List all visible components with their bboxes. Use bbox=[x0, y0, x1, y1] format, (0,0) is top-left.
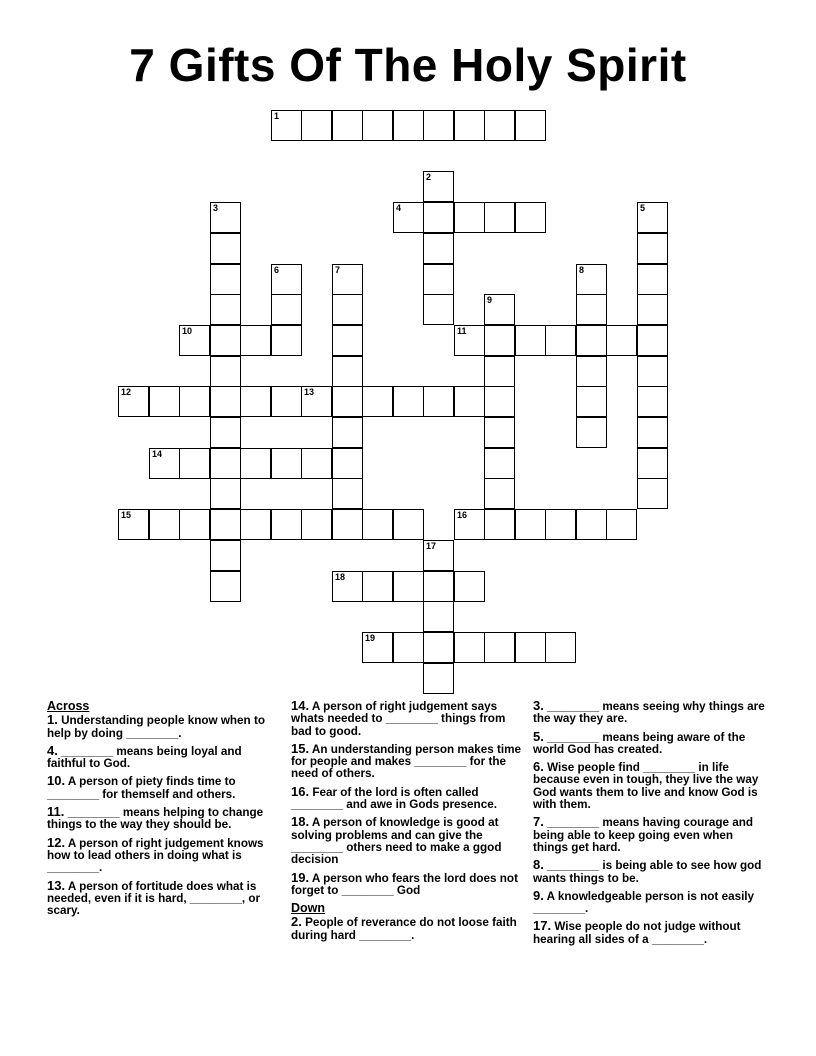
grid-cell[interactable] bbox=[332, 264, 363, 295]
across-heading: Across bbox=[47, 699, 90, 713]
grid-cell[interactable] bbox=[454, 386, 485, 417]
grid-cell[interactable] bbox=[606, 325, 637, 356]
clue-item bbox=[533, 816, 769, 854]
grid-cell[interactable] bbox=[515, 325, 546, 356]
grid-cell[interactable] bbox=[454, 325, 485, 356]
grid-cell[interactable] bbox=[362, 571, 393, 602]
grid-cell[interactable] bbox=[423, 110, 454, 141]
grid-cell[interactable] bbox=[332, 386, 363, 417]
clue-item-text: ________ is being able to see how god wants things to be. bbox=[533, 859, 762, 885]
grid-cell[interactable] bbox=[484, 509, 515, 540]
grid-cell[interactable] bbox=[545, 325, 576, 356]
grid-cell[interactable] bbox=[149, 386, 180, 417]
clue-item-text: ________ means having courage and being able to keep going even when things get hard. bbox=[533, 816, 754, 854]
grid-cell[interactable] bbox=[454, 632, 485, 663]
grid-cell[interactable] bbox=[576, 509, 607, 540]
grid-cell[interactable] bbox=[210, 264, 241, 295]
grid-cell[interactable] bbox=[423, 540, 454, 571]
grid-cell[interactable] bbox=[210, 417, 241, 448]
clue-number: 9 bbox=[487, 295, 493, 305]
grid-cell[interactable] bbox=[637, 356, 668, 387]
grid-cell[interactable] bbox=[332, 571, 363, 602]
clue-item-number: 16. bbox=[291, 783, 310, 799]
grid-cell[interactable] bbox=[576, 356, 607, 387]
clue-item-text: People of reverance do not loose faith during hard ________. bbox=[291, 916, 517, 942]
clue-number: 1 bbox=[274, 111, 280, 121]
grid-cell[interactable] bbox=[423, 663, 454, 694]
grid-cell[interactable] bbox=[637, 386, 668, 417]
grid-cell[interactable] bbox=[362, 632, 393, 663]
grid-cell[interactable] bbox=[484, 325, 515, 356]
grid-cell[interactable] bbox=[210, 386, 241, 417]
grid-cell[interactable] bbox=[637, 417, 668, 448]
grid-cell[interactable] bbox=[423, 233, 454, 264]
grid-cell[interactable] bbox=[271, 509, 302, 540]
clue-item-text: ________ means helping to change things to the way they should be. bbox=[47, 806, 264, 832]
grid-cell[interactable] bbox=[301, 386, 332, 417]
clue-number: 17 bbox=[426, 541, 437, 551]
grid-cell[interactable] bbox=[484, 386, 515, 417]
grid-cell[interactable] bbox=[362, 509, 393, 540]
clue-item bbox=[533, 920, 769, 946]
down-heading: Down bbox=[291, 901, 326, 916]
clue-item-text: A person of knowledge is good at solving problems and can give the ________ others need to make a ggod decision bbox=[291, 816, 502, 867]
grid-cell[interactable] bbox=[240, 509, 271, 540]
grid-cell[interactable] bbox=[423, 264, 454, 295]
grid-cell[interactable] bbox=[454, 509, 485, 540]
grid-cell[interactable] bbox=[240, 325, 271, 356]
grid-cell[interactable] bbox=[332, 509, 363, 540]
clue-number: 11 bbox=[457, 326, 467, 336]
grid-cell[interactable] bbox=[332, 356, 363, 387]
clue-number: 2 bbox=[426, 172, 432, 182]
grid-cell[interactable] bbox=[637, 294, 668, 325]
grid-cell[interactable] bbox=[484, 356, 515, 387]
clue-number: 10 bbox=[182, 326, 193, 336]
clues-column-2 bbox=[291, 700, 527, 947]
clue-item-text: Fear of the lord is often called ________ and awe in Gods presence. bbox=[291, 785, 497, 812]
clue-number: 18 bbox=[335, 572, 346, 582]
clue-item bbox=[533, 700, 769, 726]
grid-cell[interactable] bbox=[393, 632, 424, 663]
clue-item-text: An understanding person makes time for people and makes ________ for the need of others. bbox=[291, 742, 522, 781]
grid-cell[interactable] bbox=[332, 448, 363, 479]
grid-cell[interactable] bbox=[423, 171, 454, 202]
grid-cell[interactable] bbox=[271, 264, 302, 295]
clue-item-text: A person of right judgement knows how to lead others in doing what is ________. bbox=[47, 836, 264, 875]
grid-cell[interactable] bbox=[484, 202, 515, 233]
grid-cell[interactable] bbox=[332, 417, 363, 448]
clue-number: 13 bbox=[304, 387, 315, 397]
clue-item-text: Understanding people know when to help by doing ________. bbox=[47, 714, 265, 740]
clue-number: 3 bbox=[213, 203, 219, 213]
clue-item-number: 14. bbox=[291, 698, 310, 713]
grid-cell[interactable] bbox=[423, 632, 454, 663]
clue-item bbox=[533, 887, 769, 916]
grid-cell[interactable] bbox=[576, 264, 607, 295]
grid-cell[interactable] bbox=[271, 325, 302, 356]
clue-number: 19 bbox=[365, 633, 376, 643]
grid-cell[interactable] bbox=[393, 110, 424, 141]
grid-cell[interactable] bbox=[271, 110, 302, 141]
grid-cell[interactable] bbox=[454, 202, 485, 233]
grid-cell[interactable] bbox=[423, 386, 454, 417]
grid-cell[interactable] bbox=[515, 202, 546, 233]
clue-item-number: 3. bbox=[533, 698, 544, 713]
grid-cell[interactable] bbox=[545, 509, 576, 540]
grid-cell[interactable] bbox=[423, 601, 454, 632]
clue-item-text: A person of piety finds time to ________ for themself and others. bbox=[47, 775, 236, 801]
clue-item bbox=[291, 783, 527, 812]
grid-cell[interactable] bbox=[301, 110, 332, 141]
clue-item bbox=[47, 806, 275, 832]
grid-cell[interactable] bbox=[423, 294, 454, 325]
clue-item bbox=[47, 834, 275, 875]
clue-item-number: 17. bbox=[533, 918, 552, 934]
grid-cell[interactable] bbox=[149, 448, 180, 479]
clue-item-text: Wise people find ________ in life because even in tough, they live the way God wants them to live and know God is with them. bbox=[533, 761, 759, 812]
clue-item-text: ________ means seeing why things are the way they are. bbox=[533, 700, 765, 726]
grid-cell[interactable] bbox=[484, 417, 515, 448]
clue-item bbox=[291, 916, 527, 942]
grid-cell[interactable] bbox=[637, 325, 668, 356]
clue-item-number: 11. bbox=[47, 804, 65, 820]
grid-cell[interactable] bbox=[393, 386, 424, 417]
grid-cell[interactable] bbox=[210, 356, 241, 387]
grid-cell[interactable] bbox=[332, 110, 363, 141]
grid-cell[interactable] bbox=[545, 632, 576, 663]
grid-cell[interactable] bbox=[362, 386, 393, 417]
clue-item-text: Wise people do not judge without hearing all sides of a ________. bbox=[533, 920, 741, 946]
clue-item-number: 9. bbox=[533, 887, 544, 903]
grid-cell[interactable] bbox=[210, 233, 241, 264]
grid-cell[interactable] bbox=[576, 325, 607, 356]
clue-number: 12 bbox=[121, 387, 132, 397]
grid-cell[interactable] bbox=[179, 509, 210, 540]
clue-item bbox=[47, 877, 275, 918]
grid-cell[interactable] bbox=[393, 202, 424, 233]
clue-item bbox=[47, 742, 275, 771]
grid-cell[interactable] bbox=[240, 448, 271, 479]
clue-item-number: 7. bbox=[533, 814, 544, 830]
clue-item-number: 5. bbox=[533, 728, 544, 744]
grid-cell[interactable] bbox=[301, 509, 332, 540]
clue-item-number: 12. bbox=[47, 834, 66, 850]
grid-cell[interactable] bbox=[576, 386, 607, 417]
grid-cell[interactable] bbox=[484, 478, 515, 509]
clue-item-text: A person of right judgement says whats needed to ________ things from bad to good. bbox=[291, 700, 506, 738]
clue-number: 5 bbox=[640, 203, 646, 213]
grid-cell[interactable] bbox=[271, 386, 302, 417]
grid-cell[interactable] bbox=[179, 325, 210, 356]
grid-cell[interactable] bbox=[332, 478, 363, 509]
clue-item bbox=[291, 869, 527, 898]
clue-item bbox=[291, 816, 527, 866]
grid-cell[interactable] bbox=[484, 448, 515, 479]
grid-cell[interactable] bbox=[210, 540, 241, 571]
grid-cell[interactable] bbox=[332, 325, 363, 356]
grid-cell[interactable] bbox=[210, 509, 241, 540]
clue-item-number: 10. bbox=[47, 773, 66, 789]
clue-item bbox=[291, 700, 527, 738]
grid-cell[interactable] bbox=[210, 448, 241, 479]
grid-cell[interactable] bbox=[484, 110, 515, 141]
clue-item-number: 8. bbox=[533, 857, 544, 873]
clue-item-number: 18. bbox=[291, 814, 310, 830]
clues-column-3 bbox=[533, 700, 769, 951]
clue-item-number: 4. bbox=[47, 742, 58, 758]
grid-cell[interactable] bbox=[210, 478, 241, 509]
grid-cell[interactable] bbox=[606, 509, 637, 540]
puzzle-title: 7 Gifts Of The Holy Spirit bbox=[129, 39, 687, 91]
clue-item bbox=[533, 761, 769, 811]
grid-cell[interactable] bbox=[393, 509, 424, 540]
clue-item-number: 1. bbox=[47, 712, 58, 728]
clue-item-number: 15. bbox=[291, 740, 310, 756]
grid-cell[interactable] bbox=[576, 294, 607, 325]
clue-number: 15 bbox=[121, 510, 132, 520]
clue-number: 16 bbox=[457, 510, 468, 520]
grid-cell[interactable] bbox=[301, 448, 332, 479]
grid-cell[interactable] bbox=[637, 264, 668, 295]
grid-cell[interactable] bbox=[118, 509, 149, 540]
clue-item-text: ________ means being loyal and faithful to God. bbox=[47, 744, 242, 771]
clue-number: 8 bbox=[579, 265, 585, 275]
clue-item-number: 19. bbox=[291, 869, 310, 885]
clue-number: 14 bbox=[152, 449, 163, 459]
clue-number: 7 bbox=[335, 265, 341, 275]
grid-cell[interactable] bbox=[118, 386, 149, 417]
clue-item bbox=[47, 775, 275, 801]
grid-cell[interactable] bbox=[515, 632, 546, 663]
grid-cell[interactable] bbox=[393, 571, 424, 602]
clue-item bbox=[533, 728, 769, 757]
clues-column-1 bbox=[47, 700, 275, 922]
grid-cell[interactable] bbox=[484, 632, 515, 663]
clue-item-text: A person of fortitude does what is needed, even if it is hard, ________, or scary. bbox=[47, 879, 261, 918]
grid-cell[interactable] bbox=[240, 386, 271, 417]
grid-cell[interactable] bbox=[362, 110, 393, 141]
clue-item-text: A knowledgeable person is not easily ________. bbox=[533, 889, 755, 916]
grid-cell[interactable] bbox=[271, 448, 302, 479]
grid-cell[interactable] bbox=[576, 417, 607, 448]
clue-item-number: 13. bbox=[47, 877, 66, 893]
grid-cell[interactable] bbox=[210, 202, 241, 233]
grid-cell[interactable] bbox=[423, 202, 454, 233]
grid-cell[interactable] bbox=[149, 509, 180, 540]
clue-number: 4 bbox=[396, 203, 402, 213]
grid-cell[interactable] bbox=[637, 448, 668, 479]
grid-cell[interactable] bbox=[637, 478, 668, 509]
clue-item-text: A person who fears the lord does not forget to ________ God bbox=[291, 871, 518, 897]
grid-cell[interactable] bbox=[210, 294, 241, 325]
grid-cell[interactable] bbox=[484, 294, 515, 325]
clue-item bbox=[291, 740, 527, 781]
grid-cell[interactable] bbox=[515, 509, 546, 540]
clue-item-number: 6. bbox=[533, 759, 544, 775]
clue-item-number: 2. bbox=[291, 914, 302, 930]
clue-item-text: ________ means being aware of the world God has created. bbox=[533, 730, 746, 756]
grid-cell[interactable] bbox=[637, 233, 668, 264]
grid-cell[interactable] bbox=[637, 202, 668, 233]
grid-cell[interactable] bbox=[332, 294, 363, 325]
clue-item bbox=[47, 714, 275, 740]
grid-cell[interactable] bbox=[454, 110, 485, 141]
grid-cell[interactable] bbox=[515, 110, 546, 141]
grid-cell[interactable] bbox=[423, 571, 454, 602]
clue-number: 6 bbox=[274, 265, 280, 275]
grid-cell[interactable] bbox=[454, 571, 485, 602]
grid-cell[interactable] bbox=[179, 386, 210, 417]
clue-item bbox=[533, 859, 769, 885]
grid-cell[interactable] bbox=[179, 448, 210, 479]
grid-cell[interactable] bbox=[271, 294, 302, 325]
grid-cell[interactable] bbox=[210, 325, 241, 356]
grid-cell[interactable] bbox=[210, 571, 241, 602]
